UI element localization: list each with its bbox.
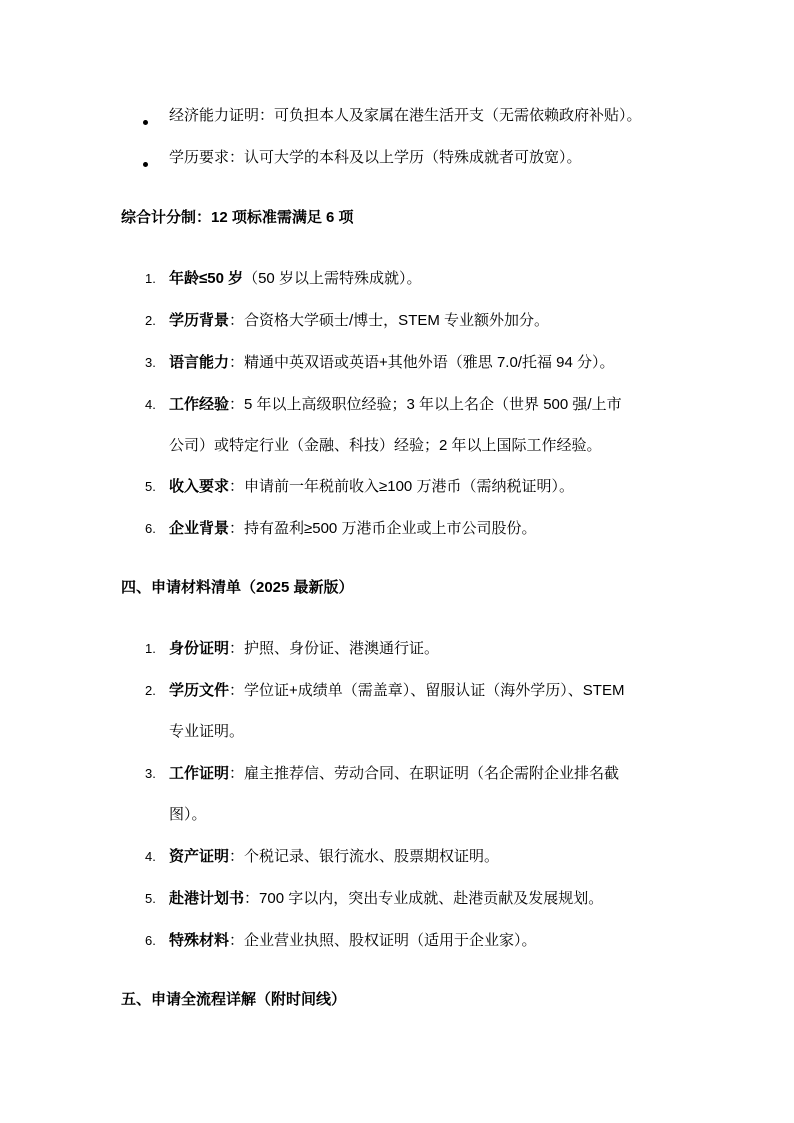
item-text: ：合资格大学硕士/博士，STEM 专业额外加分。	[229, 312, 550, 329]
item-label: 企业背景	[169, 520, 230, 537]
item-label: 学历背景	[169, 312, 230, 329]
item-label: 语言能力	[169, 354, 230, 371]
item-number: 1.	[145, 271, 156, 286]
item-number: 5.	[145, 891, 156, 906]
item-label: 身份证明	[169, 640, 230, 657]
item-text: ：护照、身份证、港澳通行证。	[229, 640, 440, 657]
item-text: ：个税记录、银行流水、股票期权证明。	[229, 848, 500, 865]
list-item-continuation: 专业证明。	[169, 723, 245, 740]
list-item-continuation: 公司）或特定行业（金融、科技）经验；2 年以上国际工作经验。	[169, 437, 602, 454]
item-label: 工作证明	[169, 765, 230, 782]
section-heading-materials: 四、申请材料清单（2025 最新版）	[121, 579, 354, 596]
item-text: ：持有盈利≥500 万港币企业或上市公司股份。	[229, 520, 537, 537]
bullet-dot	[143, 120, 148, 125]
item-label: 学历文件	[169, 682, 230, 699]
item-label: 收入要求	[169, 478, 230, 495]
item-number: 4.	[145, 397, 156, 412]
item-number: 1.	[145, 641, 156, 656]
list-item	[169, 353, 614, 373]
item-text: ：5 年以上高级职位经验；3 年以上名企（世界 500 强/上市	[229, 396, 622, 413]
list-item	[169, 889, 603, 909]
section-heading-process: 五、申请全流程详解（附时间线）	[121, 991, 347, 1008]
list-item	[169, 931, 537, 951]
item-text: ：雇主推荐信、劳动合同、在职证明（名企需附企业排名截	[229, 765, 620, 782]
item-number: 6.	[145, 933, 156, 948]
item-text: ：学位证+成绩单（需盖章）、留服认证（海外学历）、STEM	[229, 682, 625, 699]
list-item-continuation: 图）。	[169, 806, 207, 823]
list-item	[169, 847, 499, 867]
item-number: 4.	[145, 849, 156, 864]
bullet-item: 经济能力证明：可负担本人及家属在港生活开支（无需依赖政府补贴）。	[169, 107, 642, 124]
item-number: 2.	[145, 683, 156, 698]
item-label: 年龄≤50 岁	[169, 270, 244, 287]
list-item	[169, 639, 439, 659]
list-item	[169, 519, 536, 539]
section-heading-points: 综合计分制：12 项标准需满足 6 项	[121, 209, 354, 226]
item-label: 资产证明	[169, 848, 230, 865]
list-item	[169, 477, 574, 497]
item-label: 工作经验	[169, 396, 230, 413]
item-number: 3.	[145, 355, 156, 370]
item-number: 2.	[145, 313, 156, 328]
list-item	[169, 269, 421, 289]
item-text: ：700 字以内，突出专业成就、赴港贡献及发展规划。	[244, 890, 604, 907]
item-number: 5.	[145, 479, 156, 494]
item-number: 3.	[145, 766, 156, 781]
list-item	[169, 681, 624, 701]
list-item	[169, 764, 619, 784]
item-text: ：企业营业执照、股权证明（适用于企业家）。	[229, 932, 537, 949]
bullet-item: 学历要求：认可大学的本科及以上学历（特殊成就者可放宽）。	[169, 149, 582, 166]
item-label: 赴港计划书	[169, 890, 245, 907]
list-item	[169, 311, 549, 331]
item-text: （50 岁以上需特殊成就）。	[243, 270, 422, 287]
list-item	[169, 395, 622, 415]
item-number: 6.	[145, 521, 156, 536]
bullet-dot	[143, 162, 148, 167]
item-label: 特殊材料	[169, 932, 230, 949]
item-text: ：精通中英双语或英语+其他外语（雅思 7.0/托福 94 分）。	[229, 354, 615, 371]
item-text: ：申请前一年税前收入≥100 万港币（需纳税证明）。	[229, 478, 574, 495]
